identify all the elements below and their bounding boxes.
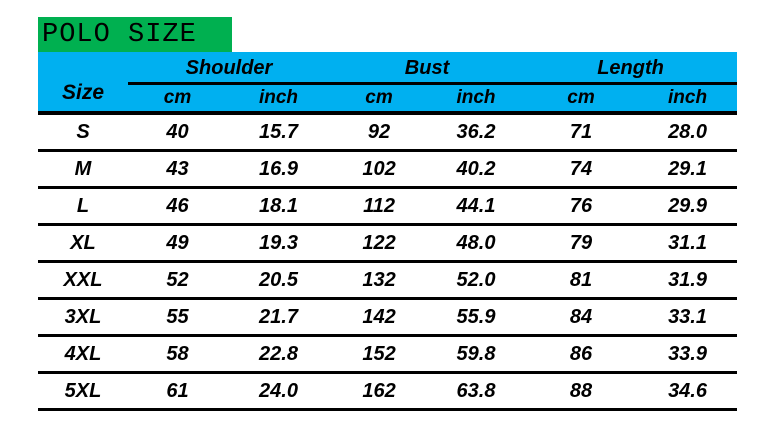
bust-inch-value: 55.9 [428, 299, 524, 336]
length-cm-value: 76 [524, 188, 638, 225]
unit-header-length-inch: inch [638, 84, 737, 114]
bust-inch-value: 36.2 [428, 113, 524, 151]
length-inch-value: 28.0 [638, 113, 737, 151]
column-group-length: Length [524, 52, 737, 84]
bust-cm-value: 162 [330, 373, 428, 410]
bust-cm-value: 112 [330, 188, 428, 225]
shoulder-cm-value: 43 [128, 151, 227, 188]
size-label: 4XL [38, 336, 128, 373]
bust-cm-value: 152 [330, 336, 428, 373]
shoulder-cm-value: 55 [128, 299, 227, 336]
table-row [38, 225, 737, 262]
length-inch-value: 29.9 [638, 188, 737, 225]
chart-title: POLO SIZE [42, 20, 197, 50]
length-cm-value: 86 [524, 336, 638, 373]
length-cm-value: 71 [524, 113, 638, 151]
bust-inch-value: 48.0 [428, 225, 524, 262]
shoulder-inch-value: 18.1 [227, 188, 330, 225]
shoulder-cm-value: 49 [128, 225, 227, 262]
length-cm-value: 88 [524, 373, 638, 410]
bust-inch-value: 63.8 [428, 373, 524, 410]
size-label: L [38, 188, 128, 225]
shoulder-cm-value: 61 [128, 373, 227, 410]
size-label: M [38, 151, 128, 188]
shoulder-inch-value: 15.7 [227, 113, 330, 151]
size-label: XL [38, 225, 128, 262]
table-row [38, 262, 737, 299]
shoulder-cm-value: 46 [128, 188, 227, 225]
bust-cm-value: 92 [330, 113, 428, 151]
bust-inch-value: 59.8 [428, 336, 524, 373]
unit-header-length-cm: cm [524, 84, 638, 114]
length-inch-value: 33.1 [638, 299, 737, 336]
bust-cm-value: 142 [330, 299, 428, 336]
shoulder-cm-value: 58 [128, 336, 227, 373]
length-cm-value: 84 [524, 299, 638, 336]
column-group-shoulder: Shoulder [128, 52, 330, 84]
shoulder-inch-value: 16.9 [227, 151, 330, 188]
size-table [38, 52, 737, 411]
bust-cm-value: 102 [330, 151, 428, 188]
bust-inch-value: 52.0 [428, 262, 524, 299]
length-cm-value: 74 [524, 151, 638, 188]
unit-header-row [38, 84, 737, 114]
length-inch-value: 33.9 [638, 336, 737, 373]
table-row [38, 336, 737, 373]
column-group-bust: Bust [330, 52, 524, 84]
length-cm-value: 79 [524, 225, 638, 262]
table-row [38, 151, 737, 188]
size-label: S [38, 113, 128, 151]
shoulder-inch-value: 24.0 [227, 373, 330, 410]
length-inch-value: 31.9 [638, 262, 737, 299]
shoulder-inch-value: 19.3 [227, 225, 330, 262]
unit-header-shoulder-inch: inch [227, 84, 330, 114]
length-cm-value: 81 [524, 262, 638, 299]
bust-cm-value: 132 [330, 262, 428, 299]
chart-title-banner [38, 17, 232, 52]
table-row [38, 373, 737, 410]
size-label: 3XL [38, 299, 128, 336]
bust-inch-value: 40.2 [428, 151, 524, 188]
length-inch-value: 31.1 [638, 225, 737, 262]
shoulder-inch-value: 22.8 [227, 336, 330, 373]
shoulder-cm-value: 40 [128, 113, 227, 151]
unit-header-bust-cm: cm [330, 84, 428, 114]
bust-inch-value: 44.1 [428, 188, 524, 225]
size-label: XXL [38, 262, 128, 299]
shoulder-inch-value: 20.5 [227, 262, 330, 299]
shoulder-inch-value: 21.7 [227, 299, 330, 336]
shoulder-cm-value: 52 [128, 262, 227, 299]
column-header-size: Size [38, 52, 128, 113]
unit-header-shoulder-cm: cm [128, 84, 227, 114]
bust-cm-value: 122 [330, 225, 428, 262]
unit-header-bust-inch: inch [428, 84, 524, 114]
table-row [38, 188, 737, 225]
size-label: 5XL [38, 373, 128, 410]
table-row [38, 113, 737, 151]
table-row [38, 299, 737, 336]
length-inch-value: 29.1 [638, 151, 737, 188]
length-inch-value: 34.6 [638, 373, 737, 410]
group-header-row [38, 52, 737, 84]
